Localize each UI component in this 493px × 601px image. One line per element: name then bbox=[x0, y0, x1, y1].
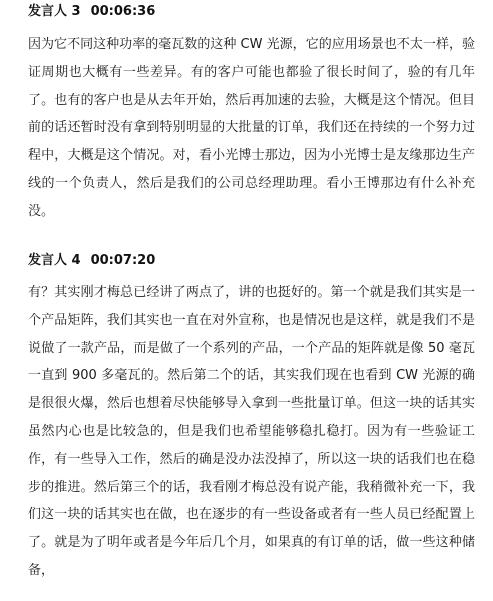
speaker-name: 发言人 4 bbox=[28, 253, 81, 268]
speaker-name: 发言人 3 bbox=[28, 4, 81, 19]
speaker-header bbox=[28, 251, 475, 271]
speaker-timestamp: 00:06:36 bbox=[90, 4, 156, 19]
transcript-paragraph: 因为它不同这种功率的毫瓦数的这种 CW 光源，它的应用场景也不太一样，验证周期也大概有一些差异。有的客户可能也都验了很长时间了，验的有几年了。也有的客户也是从去年开始，然后再加速的去验，大概是这个情况。但目前的话还暂时没有拿到特别明显的大批量的订单，我们还在持续的一个努力过程中，大概是这个情况。对，看小光博士那边，因为小光博士是友缘那边生产线的一个负责人，然后是我们的公司总经理助理。看小王博那边有什么补充没。 bbox=[28, 37, 475, 219]
speaker-header bbox=[28, 2, 475, 22]
transcript-paragraph: 有？其实刚才梅总已经讲了两点了，讲的也挺好的。第一个就是我们其实是一个产品矩阵，我们其实也一直在对外宣称，也是情况也是这样，就是我们不是说做了一款产品，而是做了一个系列的产品，一个产品的矩阵就是像 50 毫瓦一直到 900 多毫瓦的。然后第二个的话，其实我们现在也看到 CW 光源的确是很很火爆，然后也想着尽快能够导入拿到一些批量订单。但这一块的话其实虽然内心也是比较急的，但是我们也希望能够稳扎稳打。因为有一些验证工作，有一些导入工作，然后的确是没办法没掉了，所以这一块的话我们也在稳步的推进。然后第三个的话，我看刚才梅总没有说产能，我稍微补充一下，我们这一块的话其实也在做，也在逐步的有一些设备或者有一些人员已经配置上了。就是为了明年或者是今年后几个月，如果真的有订单的话，做一些这种储备， bbox=[28, 285, 475, 578]
speaker-timestamp: 00:07:20 bbox=[90, 253, 156, 268]
